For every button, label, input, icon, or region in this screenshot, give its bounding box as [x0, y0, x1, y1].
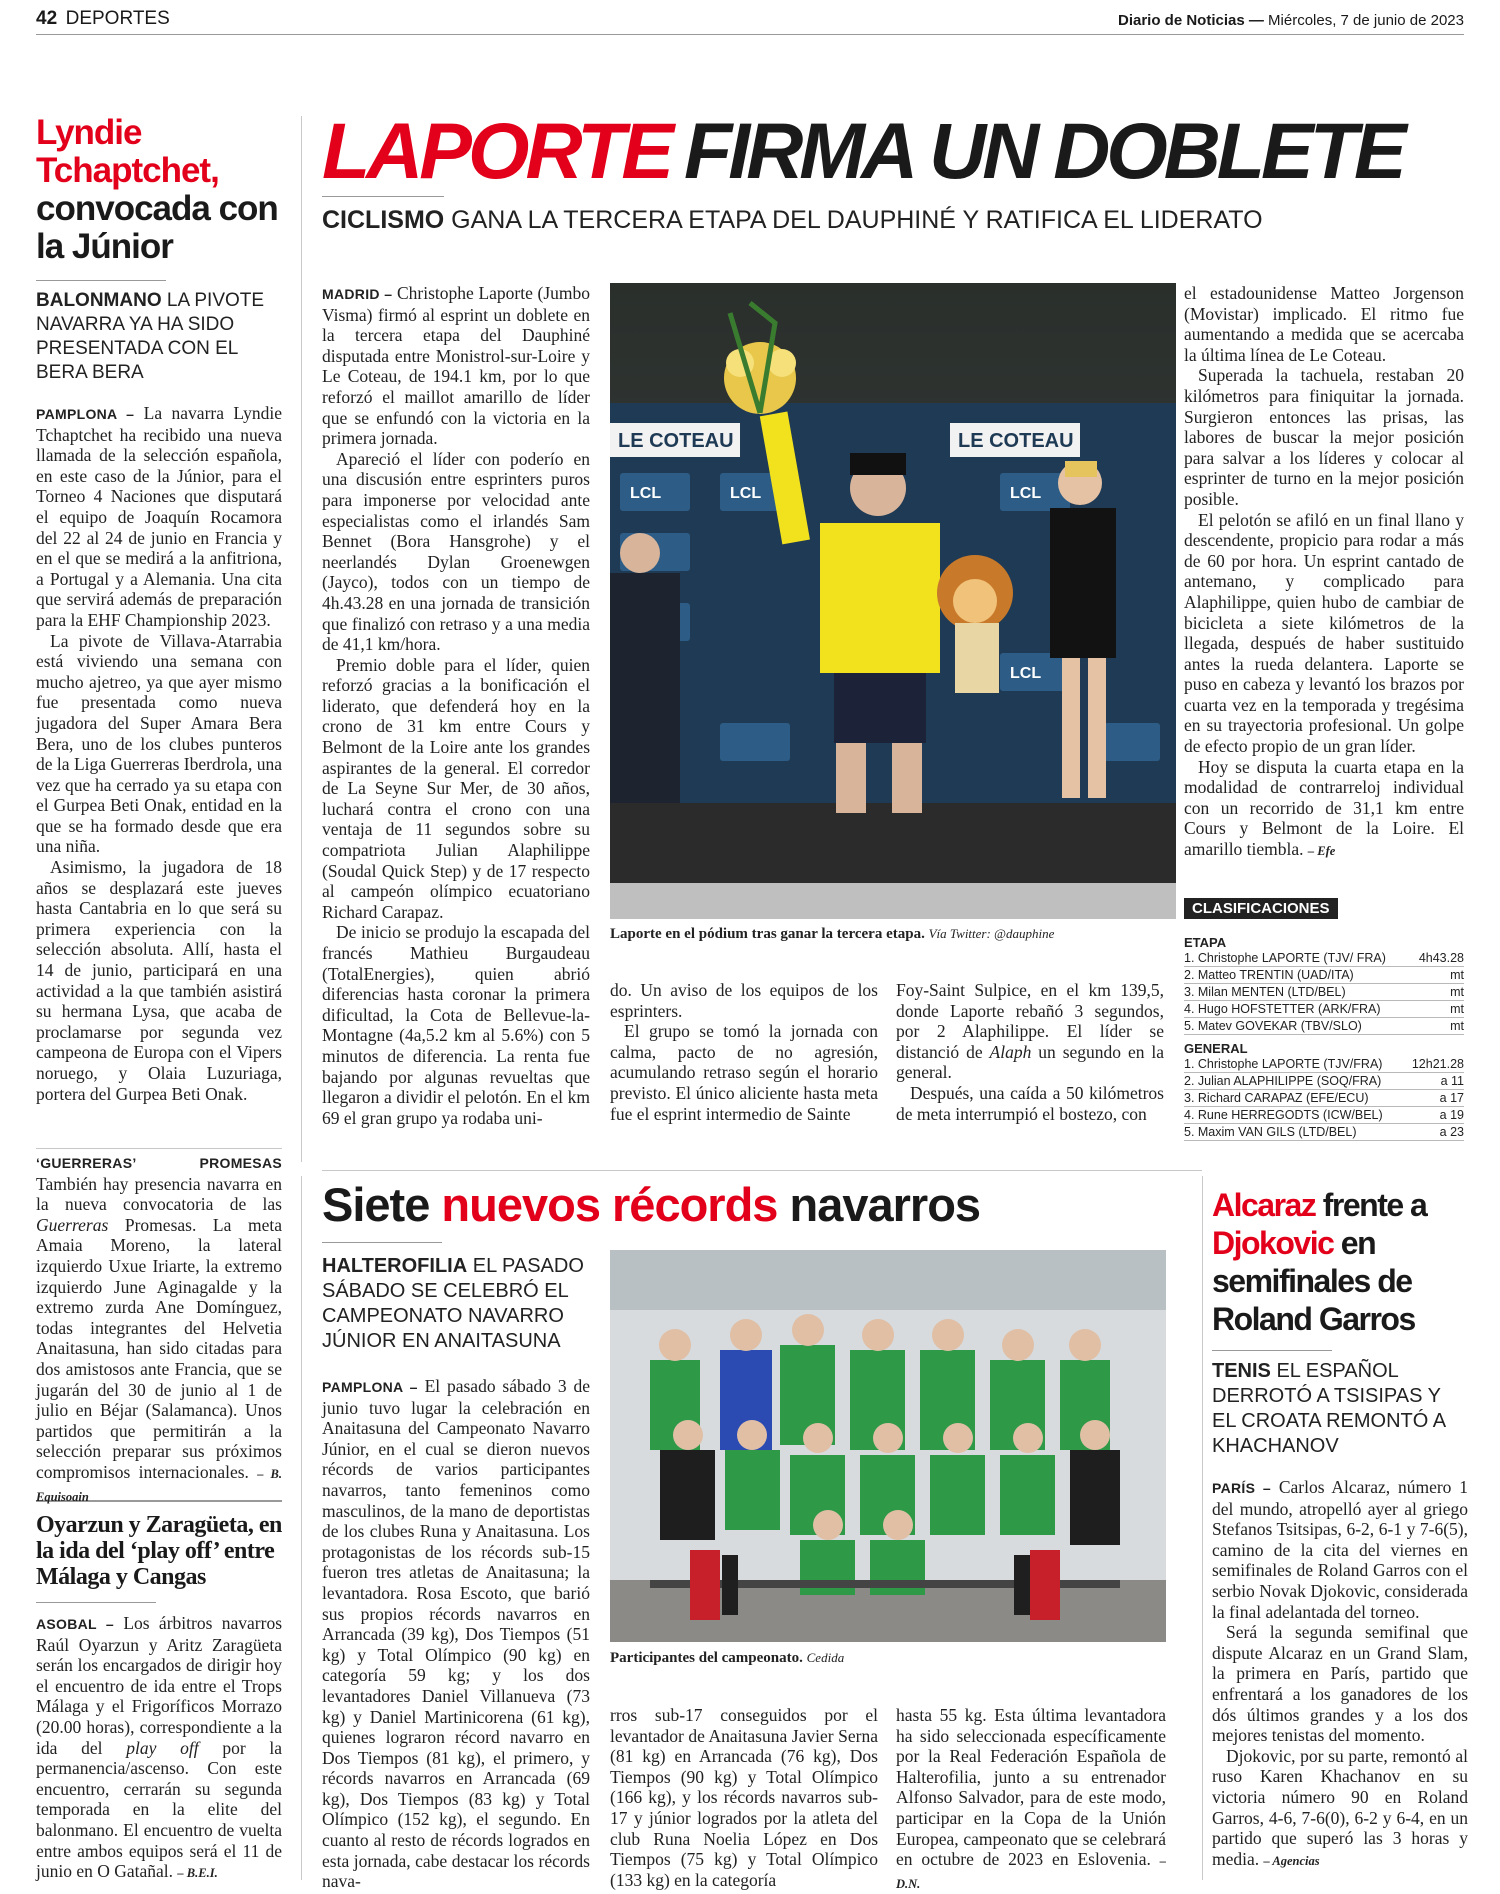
rider-time: mt: [1450, 1019, 1464, 1033]
rider-time: mt: [1450, 985, 1464, 999]
page-number: 42: [36, 8, 58, 29]
classification-row: [1184, 1090, 1464, 1107]
podium-sign: LE COTEAU: [618, 430, 734, 452]
records-headline: Siete nuevos récords navarros: [322, 1178, 981, 1231]
rider-time: 12h21.28: [1411, 1057, 1464, 1071]
rider-name: 3. Richard CARAPAZ (EFE/ECU): [1184, 1091, 1369, 1105]
sponsor-logo: LCL: [1010, 485, 1042, 502]
classification-row: [1184, 1124, 1464, 1141]
clasificaciones-table: [1184, 898, 1464, 1141]
page-header: [36, 8, 1464, 35]
oyarzun-article: [36, 1512, 282, 1884]
rider-time: mt: [1450, 968, 1464, 982]
lyndie-article: [36, 114, 282, 1104]
issue-date: Miércoles, 7 de junio de 2023: [1268, 12, 1464, 29]
podium-sign: LE COTEAU: [958, 430, 1074, 452]
laporte-col-1: MADRID – Christophe Laporte (Jumbo Visma) firmó al esprint un doblete en la tercera etapa del Dauphiné disputada entre Monistrol-sur-Loire y Le Coteau, de 194.1 km, por lo que reforzó el maillot amarillo de líder que se enfundó con la victoria en la primera jornada. Apareció el líder con poderío en una discusión entre esprinters puros para imponerse por velocidad ante especialistas como el irlandés Sam Bennet (Bora Hansgrohe) y el neerlandés Dylan Groenewgen (Jayco), todos con un tiempo de 4h.43.28 en una jornada de transición que finalizó con retraso y a una media de 41,1 km/hora. Premio doble para el líder, quien reforzó gracias a la bonificación el liderato, que defenderá hoy en la crono de 31 km entre Cours y Belmont de la Loire ante los grandes aspirantes de la general. El corredor de La Seyne Sur Mer, de 30 años, luchará contra el crono con una ventaja de 11 segundos sobre su compatriota Julian Alaphilippe (Soudal Quick Step) y de 17 respecto al campeón olímpico ecuatoriano Richard Carapaz. De inicio se produjo la escapada del francés Mathieu Burgaudeau (TotalEnergies), quien abrió diferencias hasta coronar la primera dificultad, la Cota de Bellevue-la-Montagne (4a,5.2 km al 5.6%) con 5 minutos de diferencia. La renta fue bajando por algunas revueltas que llegaron a dividir el pelotón. En el km 69 el gran grupo ya rodaba uni-: [322, 283, 591, 1128]
laporte-col-4: el estadounidense Matteo Jorgenson (Movistar) implicado. El ritmo fue aumentando a medida que se acercaba la última línea de Le Coteau. Superada la tachuela, restaban 20 kilómetros para finiquitar la jornada. Surgieron entonces las prisas, las labores de buscar la mejor posición para salvar a los líderes y colocar al esprinter de turno en la mejor posición posible. El pelotón se afiló en un final llano y descendente, propicio para rodar a más de 60 por hora. Un esprint cantado de antemano, y complicado para Alaphilippe, quien hubo de cambiar de bicicleta a siete kilómetros de la llegada, después de haber sustituido antes la rueda delantera. Laporte se puso en cabeza y levantó los brazos por cuarta vez en la temporada y tregésima en su trayectoria profesional. Un golpe de efecto propio de un gran líder. Hoy se disputa la cuarta etapa en la modalidad de contrarreloj individual con un recorrido de 31,1 km entre Cours y Belmont de la Loire. El amarillo tiembla. – Efe: [1184, 283, 1464, 860]
oyarzun-body: ASOBAL – Los árbitros navarros Raúl Oyarzun y Aritz Zaragüeta serán los encargados de dirigir hoy el encuentro de ida entre el Trops Málaga y el Frigoríficos Morrazo (20.00 horas), correspondiente a la ida del play off por la permanencia/ascenso. Con este encuentro, cerrarán su segunda temporada en la elite del balonmano. El encuentro de vuelta entre ambos equipos será el 11 de junio en O Gatañal. – B.E.I.: [36, 1613, 283, 1882]
rider-name: 5. Maxim VAN GILS (LTD/BEL): [1184, 1125, 1357, 1139]
laporte-headline: LAPORTE FIRMA UN DOBLETE: [322, 106, 1403, 195]
records-photo-caption: Participantes del campeonato. Cedida: [610, 1650, 845, 1666]
lyndie-body: PAMPLONA – La navarra Lyndie Tchaptchet ha recibido una nueva llamada de la selección española, en este caso de la Júnior, para el Torneo 4 Naciones que disputará el equipo de Joaquín Rocamora del 22 al 24 de junio en Francia y en el que se medirá a la anfitriona, a Portugal y a Alemania. Una cita que servirá además de preparación para la EHF Championship 2023. La pivote de Villava-Atarrabia está viviendo una semana con mucho ajetreo, ya que ayer mismo fue presentada como nueva jugadora del Super Amara Bera Bera, uno de los clubes punteros de la Liga Guerreras Iberdrola, una vez que ha cerrado ya su etapa con el Gurpea Beti Onak, entidad en la que se ha formado desde que era una niña. Asimismo, la jugadora de 18 años se desplazará este jueves hasta Cantabria en lo que será su primera experiencia con la selección absoluta. Allí, hasta el 14 de junio, participará en una actividad a la que también asistirá su hermana Lysa, que acaba de proclamarse por segunda vez campeona de Europa con el Vipers noruego, y Olaia Luzuriaga, portera del Gurpea Beti Onak.: [36, 403, 282, 1104]
sponsor-logo: LCL: [1010, 665, 1042, 682]
etapa-heading: ETAPA: [1184, 935, 1227, 950]
classification-row: [1184, 967, 1464, 984]
rider-name: 4. Hugo HOFSTETTER (ARK/FRA): [1184, 1002, 1381, 1016]
alcaraz-headline: Alcaraz frente a Djokovic en semifinales de Roland Garros: [1212, 1187, 1427, 1337]
team-illustration: [610, 1250, 1166, 1642]
lyndie-headline: Lyndie Tchaptchet, convocada con la Júnior: [36, 113, 278, 266]
podium-illustration: [610, 283, 1176, 919]
oyarzun-headline: Oyarzun y Zaragüeta, en la ida del ‘play off’ entre Málaga y Cangas: [36, 1512, 282, 1590]
laporte-col-2: do. Un aviso de los equipos de los esprinters. El grupo se tomó la jornada con calma, pacto de no agresión, acumulando retraso según el horario previsto. El único aliciente hasta meta fue el esprint intermedio de Sainte: [610, 980, 878, 1124]
rider-time: a 17: [1439, 1091, 1464, 1105]
rider-name: 3. Milan MENTEN (LTD/BEL): [1184, 985, 1346, 999]
section-label: DEPORTES: [65, 8, 170, 29]
rider-name: 2. Julian ALAPHILIPPE (SOQ/FRA): [1184, 1074, 1382, 1088]
rider-time: a 23: [1439, 1125, 1464, 1139]
rider-time: a 11: [1440, 1074, 1464, 1088]
sponsor-logo: LCL: [630, 485, 662, 502]
classification-row: [1184, 1073, 1464, 1090]
classification-row: [1184, 1001, 1464, 1018]
records-team-photo: [610, 1250, 1166, 1642]
laporte-col-3: Foy-Saint Sulpice, en el km 139,5, donde Laporte rebañó 3 segundos, por 2 Alaphilippe. El líder se distanció de Alaph un segundo en la general. Después, una caída a 50 kilómetros de meta interrumpió el bostezo, con: [896, 980, 1165, 1124]
rider-name: 4. Rune HERREGODTS (ICW/BEL): [1184, 1108, 1383, 1122]
newspaper-name: Diario de Noticias —: [1117, 12, 1264, 29]
alcaraz-subtitle: TENIS EL ESPAÑOL DERROTÓ A TSISIPAS Y EL CROATA REMONTÓ A KHACHANOV: [1212, 1360, 1446, 1457]
laporte-podium-photo: [610, 283, 1176, 919]
classification-row: [1184, 1018, 1464, 1035]
rider-name: 1. Christophe LAPORTE (TJV/ FRA): [1184, 951, 1386, 965]
rider-time: 4h43.28: [1418, 951, 1464, 965]
classification-row: [1184, 1107, 1464, 1124]
records-col-2: rros sub-17 conseguidos por el levantador de Anaitasuna Javier Serna (81 kg) en Arrancada (76 kg), Dos Tiempos (90 kg) y Total Olímpico (166 kg), y los récords navarros sub-17 y júnior logrados por la atleta del club Runa Noelia López en Dos Tiempos (75 kg) y Total Olímpico (133 kg) en la categoría: [610, 1705, 878, 1890]
sponsor-logo: LCL: [730, 485, 762, 502]
clasificaciones-title: CLASIFICACIONES: [1184, 898, 1338, 919]
rider-name: 5. Matev GOVEKAR (TBV/SLO): [1184, 1019, 1362, 1033]
general-heading: GENERAL: [1184, 1041, 1248, 1056]
classification-row: [1184, 984, 1464, 1001]
records-subtitle: HALTEROFILIA EL PASADO SÁBADO SE CELEBRÓ EL CAMPEONATO NAVARRO JÚNIOR EN ANAITASUNA: [322, 1255, 584, 1352]
rider-name: 2. Matteo TRENTIN (UAD/ITA): [1184, 968, 1354, 982]
alcaraz-body: PARÍS – Carlos Alcaraz, número 1 del mundo, atropelló ayer al griego Stefanos Tsitsipas, 6-2, 6-1 y 7-6(5), camino de la cita del viernes en semifinales de Roland Garros con el serbio Novak Djokovic, considerada la final adelantada del torneo. Será la segunda semifinal que dispute Alcaraz en un Grand Slam, la primera en París, partido que enfrentará a los ganadores de los dós últimos grandes y a los dos mejores tenistas del momento. Djokovic, por su parte, remontó al ruso Karen Khachanov en su victoria número 90 en Roland Garros, 4-6, 7-6(0), 6-2 y 6-4, en un partido que superó las 3 horas y media. – Agencias: [1212, 1477, 1468, 1869]
records-col-3: hasta 55 kg. Esta última levantadora ha sido seleccionada específicamente por la Real Federación Española de Halterofilia, junto a su entrenador Alfonso Salvador, para de este modo, participar en la Copa de la Unión Europea, campeonato que se celebrará en octubre de 2023 en Eslovenia. – D.N.: [896, 1705, 1166, 1891]
rider-time: mt: [1450, 1002, 1464, 1016]
laporte-subtitle: CICLISMO GANA LA TERCERA ETAPA DEL DAUPHINÉ Y RATIFICA EL LIDERATO: [322, 206, 1263, 234]
records-col-1: PAMPLONA – El pasado sábado 3 de junio tuvo lugar la celebración en Anaitasuna del Campeonato Navarro Júnior, en el cual se dieron nuevos récords de varios participantes navarros, tanto femeninos como masculinos, de la mano de deportistas de los clubes Runa y Anaitasuna. Los protagonistas de los récords sub-15 fueron tres atletas de Anaitasuna; la levantadora. Rosa Escoto, que barió sus propios récords navarros en Arrancada (39 kg), Dos Tiempos (51 kg) y Total Olímpico (90 kg) en categoría 59 kg; y los dos levantadores Daniel Villanueva (73 kg) y Daniel Martinicorena (61 kg), quienes lograron récord navarro en Dos Tiempos (81 kg), el primero, y récords navarros en Arrancada (69 kg), Dos Tiempos (83 kg) y Total Olímpico (152 kg), el segundo. En cuanto al resto de récords logrados en esta jornada, cabe destacar los récords nava-: [322, 1376, 591, 1892]
rider-time: a 19: [1439, 1108, 1464, 1122]
classification-row: [1184, 950, 1464, 967]
alcaraz-article: [1212, 1186, 1468, 1871]
laporte-photo-caption: Laporte en el pódium tras ganar la tercera etapa. Vía Twitter: @dauphine: [610, 926, 1055, 942]
classification-row: [1184, 1056, 1464, 1073]
guerreras-promesas: ‘GUERRERAS’ PROMESAS También hay presencia navarra en la nueva convocatoria de las Guerreras Promesas. La meta Amaia Moreno, la lateral izquierdo Uxue Iriarte, la extremo izquierdo June Aginagalde y la extremo zurda Ane Domínguez, todas integrantes del Helvetia Anaitasuna, han sido citadas para dos amistosos ante Francia, que se jugarán del 30 de junio al 1 de julio en Béjar (Salamanca). Unos partidos que permitirán a la selección preparar sus próximos compromisos internacionales. – B. Equisoain: [36, 1155, 283, 1504]
rider-name: 1. Christophe LAPORTE (TJV/FRA): [1184, 1057, 1383, 1071]
lyndie-subtitle: BALONMANO LA PIVOTE NAVARRA YA HA SIDO PRESENTADA CON EL BERA BERA: [36, 290, 265, 383]
